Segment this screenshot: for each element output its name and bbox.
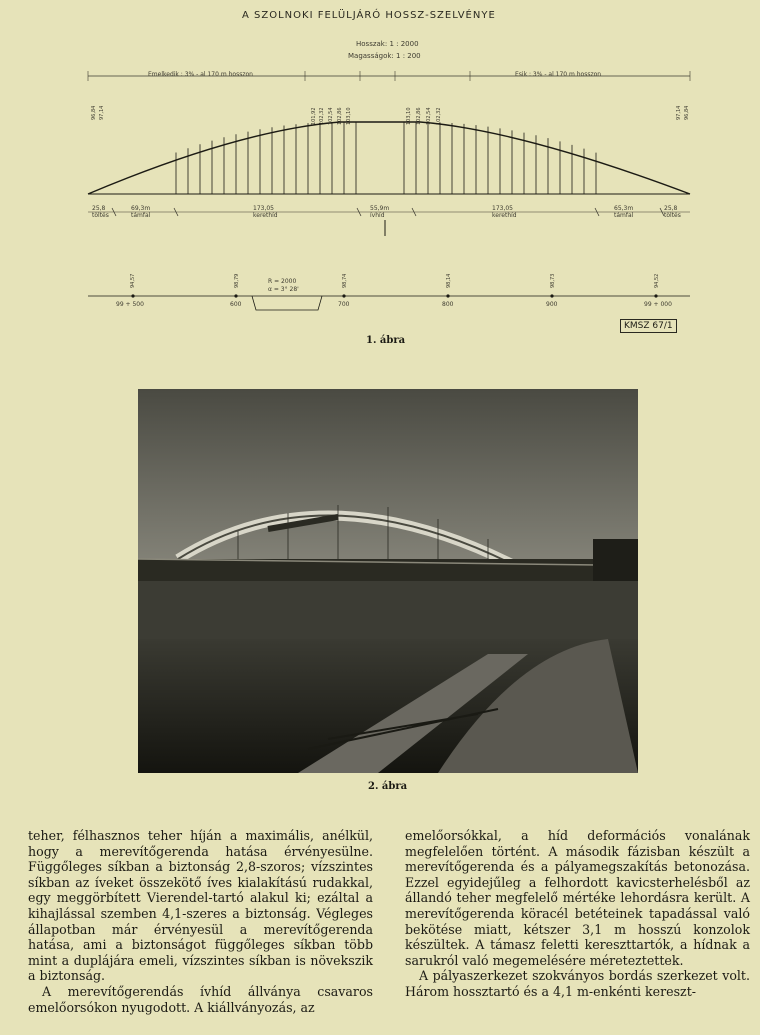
svg-text:96,84: 96,84: [684, 105, 690, 120]
svg-text:102,86: 102,86: [416, 107, 422, 125]
station-label: 99 + 000: [644, 301, 672, 308]
segment-label: kerethíd: [492, 212, 517, 219]
station-label: 600: [230, 301, 242, 308]
segment-length: 25,8: [664, 205, 678, 212]
segment-length: 25,8: [92, 205, 106, 212]
svg-text:94,52: 94,52: [654, 273, 660, 288]
svg-text:97,14: 97,14: [99, 105, 105, 120]
svg-text:102,54: 102,54: [426, 107, 432, 125]
bridge-photo: [138, 389, 638, 773]
segment-label: kerethíd: [253, 212, 278, 219]
svg-text:98,79: 98,79: [234, 273, 240, 288]
svg-text:103,10: 103,10: [346, 107, 352, 125]
figure2-caption: 2. ábra: [368, 781, 408, 792]
segment-label: támfal: [614, 212, 634, 219]
segment-label: támfal: [131, 212, 151, 219]
figure1-scale-v: Magasságok: 1 : 200: [348, 52, 421, 60]
segment-length: 55,9m: [370, 205, 390, 212]
svg-text:102,86: 102,86: [337, 107, 343, 125]
svg-text:102,54: 102,54: [328, 107, 334, 125]
drawing-code: KMSZ 67/1: [620, 319, 677, 333]
figure1-scale-h: Hosszak: 1 : 2000: [356, 40, 419, 48]
svg-text:96,84: 96,84: [91, 105, 97, 120]
grade-left-label: Emelkedik : 3% - al 170 m hosszon: [148, 71, 253, 78]
svg-text:94,57: 94,57: [130, 273, 136, 288]
paragraph: teher, félhasznos teher híján a maximális, anélkül, hogy a merevítőgerenda hatása érvényesülne. Függőleges síkban a biztonság 2,8-szoros; vízszintes síkban az íveket összekötő íves kialakítású rudakkal, egy meggörbített Vierendel-tartó alakul ki; ezáltal a kihajlással szemben 4,1-szeres a biztonság. Végleges állapotban már érvényesül a merevítőgerenda hatása, ami a biztonságot függőleges síkban több mint a duplájára emeli, vízszintes síkban is növekszik a biztonság.: [28, 828, 373, 984]
svg-text:101,92: 101,92: [311, 107, 317, 125]
segment-length: 65,3m: [614, 205, 634, 212]
svg-text:98,14: 98,14: [446, 273, 452, 288]
svg-text:102,32: 102,32: [319, 107, 325, 125]
svg-text:97,14: 97,14: [676, 105, 682, 120]
figure1-title: A SZOLNOKI FELÜLJÁRÓ HOSSZ-SZELVÉNYE: [242, 10, 496, 21]
curve-radius: R = 2000: [268, 278, 297, 285]
svg-text:98,74: 98,74: [342, 273, 348, 288]
segment-length: 69,3m: [131, 205, 151, 212]
segment-label: ívhíd: [370, 212, 385, 219]
paragraph: A pályaszerkezet szokványos bordás szerkezet volt. Három hossztartó és a 4,1 m-enkénti kereszt-: [405, 968, 750, 999]
grade-right-label: Esik : 3% - al 170 m hosszon: [515, 71, 602, 78]
segment-length: 173,05: [253, 205, 274, 212]
text-column-right: [405, 828, 750, 1000]
segment-label: töltés: [92, 212, 109, 219]
profile-drawing: [0, 60, 760, 340]
station-label: 700: [338, 301, 350, 308]
figure1-caption: 1. ábra: [366, 335, 406, 346]
paragraph: A merevítőgerendás ívhíd állványa csavaros emelőorsókon nyugodott. A kiállványozás, az: [28, 983, 373, 1015]
segment-length: 173,05: [492, 205, 513, 212]
segment-label: töltés: [664, 212, 681, 219]
svg-text:103,10: 103,10: [406, 107, 412, 125]
curve-angle: α = 3° 28': [268, 286, 299, 293]
station-label: 99 + 500: [116, 301, 144, 308]
station-label: 900: [546, 301, 558, 308]
paragraph: emelőorsókkal, a híd deformációs vonalának megfelelően történt. A második fázisban készült a merevítőgerenda és a pályamegszakítás betonozása. Ezzel egyidejűleg a felhordott kavicsterhelésből az állandó teher megfelelő mértéke lehordásra került. A merevítőgerenda köracél betéteinek tapadással való bekötése miatt, kétszer 3,1 m hosszú konzolok készültek. A támasz feletti kereszttartók, a hídnak a sarukról való megemelésére méreteztettek.: [405, 828, 750, 968]
text-column-left: [28, 828, 373, 1015]
svg-text:102,32: 102,32: [436, 107, 442, 125]
svg-text:98,73: 98,73: [550, 273, 556, 288]
station-label: 800: [442, 301, 454, 308]
